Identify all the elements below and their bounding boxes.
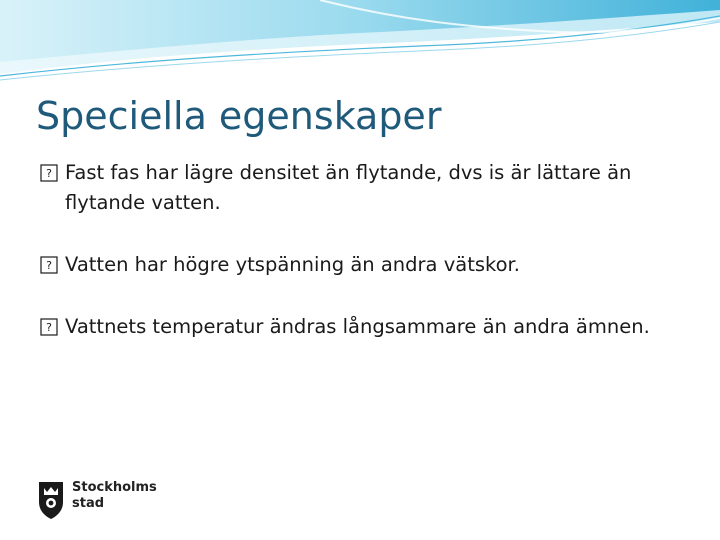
missing-glyph-icon — [40, 318, 58, 336]
bullet-text: Fast fas har lägre densitet än flytande, dvs is är lättare än flytande vatten. — [65, 161, 632, 214]
bullet-text: Vattnets temperatur ändras långsammare än andra ämnen. — [65, 315, 650, 338]
bullet-item — [40, 312, 680, 342]
missing-glyph-icon — [40, 164, 58, 182]
bullet-text: Vatten har högre ytspänning än andra vätskor. — [65, 253, 520, 276]
stockholms-stad-logo — [36, 478, 166, 522]
bullet-item — [40, 158, 680, 218]
svg-text:?: ? — [46, 321, 52, 334]
bullet-item — [40, 250, 680, 280]
bullet-list — [40, 158, 680, 342]
missing-glyph-icon — [40, 256, 58, 274]
svg-text:?: ? — [46, 167, 52, 180]
crown-shield-icon — [36, 478, 66, 520]
logo-line-1: Stockholms — [72, 480, 157, 495]
svg-text:?: ? — [46, 259, 52, 272]
slide-title: Speciella egenskaper — [36, 94, 442, 138]
header-wave-decoration — [0, 0, 720, 90]
logo-line-2: stad — [72, 496, 105, 511]
logo-text — [72, 480, 157, 512]
